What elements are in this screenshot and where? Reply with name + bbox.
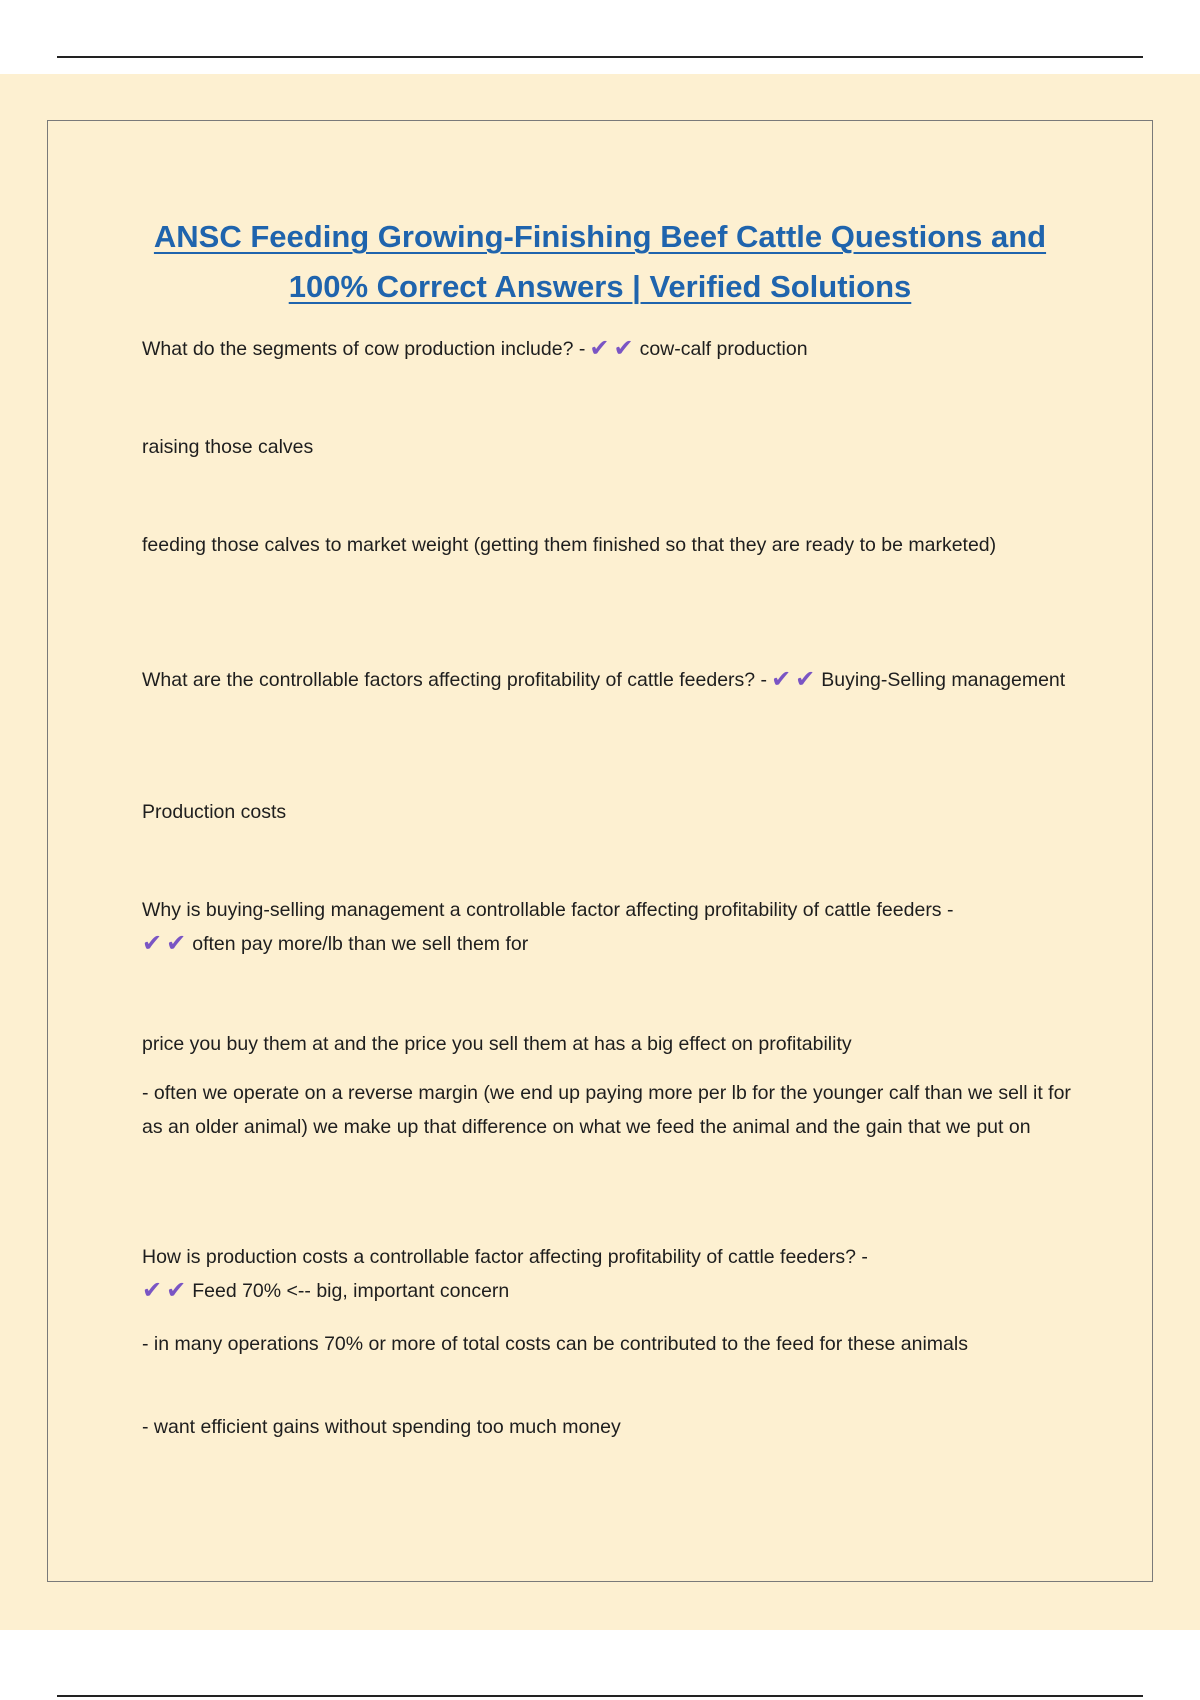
check-icon-pair <box>771 663 819 697</box>
check-icon: ✔ <box>589 335 610 362</box>
bottom-rule <box>57 1695 1143 1697</box>
answer-line: Production costs <box>142 801 287 823</box>
document-title: ANSC Feeding Growing-Finishing Beef Cattle Questions and 100% Correct Answers | Verified Solutions <box>153 219 1047 304</box>
answer-line: - often we operate on a reverse margin (we end up paying more per lb for the younger calf than we sell it for as an older animal) we make up that difference on what we feed the animal and the gain that we put on <box>142 1082 1071 1138</box>
question-block <box>142 332 1077 366</box>
question-block <box>142 1240 1077 1308</box>
top-rule <box>57 56 1143 58</box>
answer-text: cow-calf production <box>639 338 808 360</box>
answer-line: - want efficient gains without spending too much money <box>142 1416 621 1438</box>
check-icon: ✔ <box>771 666 792 693</box>
check-icon-pair <box>142 1274 190 1308</box>
check-icon: ✔ <box>166 1277 187 1304</box>
answer-text: Buying-Selling management <box>821 669 1066 691</box>
answer-line: feeding those calves to market weight (getting them finished so that they are ready to be marketed) <box>142 534 997 556</box>
answer-text: Feed 70% <-- big, important concern <box>192 1280 510 1302</box>
answer-line: raising those calves <box>142 436 314 458</box>
question-text: What do the segments of cow production include? - <box>142 338 586 360</box>
check-icon: ✔ <box>166 930 187 957</box>
question-text: What are the controllable factors affecting profitability of cattle feeders? - <box>142 669 768 691</box>
check-icon-pair <box>142 927 190 961</box>
answer-line: - in many operations 70% or more of total costs can be contributed to the feed for these animals <box>142 1333 968 1355</box>
check-icon-pair <box>589 332 637 366</box>
question-block <box>142 893 1077 961</box>
question-text: Why is buying-selling management a controllable factor affecting profitability of cattle feeders - <box>142 899 954 921</box>
answer-line: price you buy them at and the price you sell them at has a big effect on profitability <box>142 1033 852 1055</box>
check-icon: ✔ <box>142 930 163 957</box>
question-text: How is production costs a controllable factor affecting profitability of cattle feeders? - <box>142 1246 868 1268</box>
check-icon: ✔ <box>142 1277 163 1304</box>
check-icon: ✔ <box>795 666 816 693</box>
check-icon: ✔ <box>613 335 634 362</box>
answer-text: often pay more/lb than we sell them for <box>192 933 529 955</box>
question-block <box>142 663 1077 697</box>
